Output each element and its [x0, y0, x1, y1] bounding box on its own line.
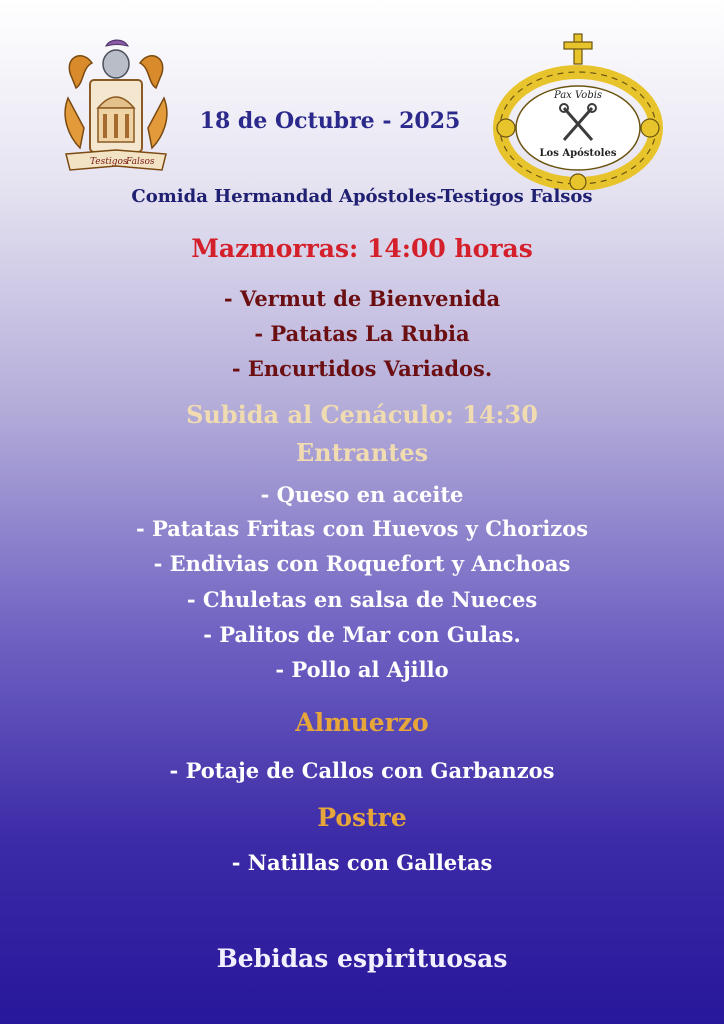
- event-date: 18 de Octubre - 2025: [199, 108, 461, 134]
- emblem-motto-text: Pax Vobis: [553, 90, 603, 101]
- testigos-falsos-crest-icon: [62, 38, 170, 180]
- footer-drinks: Bebidas espirituosas: [216, 944, 508, 973]
- menu-item: - Endivias con Roquefort y Anchoas: [153, 551, 571, 576]
- menu-item: - Chuletas en salsa de Nueces: [186, 587, 538, 612]
- section-title-mazmorras: Mazmorras: 14:00 horas: [191, 234, 533, 263]
- menu-item: - Natillas con Galletas: [231, 850, 493, 875]
- menu-item: - Palitos de Mar con Gulas.: [203, 622, 521, 647]
- crest-ribbon-right-text: Falsos: [126, 157, 155, 167]
- section-subtitle-entrantes: Entrantes: [295, 438, 429, 467]
- crest-ribbon-left-text: Testigos: [90, 157, 128, 167]
- menu-item: - Encurtidos Variados.: [231, 356, 493, 381]
- menu-item: - Potaje de Callos con Garbanzos: [169, 758, 555, 783]
- menu-item: - Pollo al Ajillo: [275, 657, 449, 682]
- menu-item: - Patatas La Rubia: [254, 321, 470, 346]
- event-subtitle: Comida Hermandad Apóstoles-Testigos Falsos: [131, 186, 593, 207]
- section-title-cenaculo: Subida al Cenáculo: 14:30: [186, 400, 538, 429]
- los-apostoles-emblem-icon: [492, 32, 668, 190]
- section-title-almuerzo: Almuerzo: [295, 708, 429, 737]
- section-title-postre: Postre: [317, 803, 407, 832]
- menu-item: - Queso en aceite: [260, 482, 464, 507]
- menu-item: - Vermut de Bienvenida: [223, 286, 501, 311]
- menu-item: - Patatas Fritas con Huevos y Chorizos: [135, 516, 589, 541]
- emblem-name-text: Los Apóstoles: [539, 148, 617, 159]
